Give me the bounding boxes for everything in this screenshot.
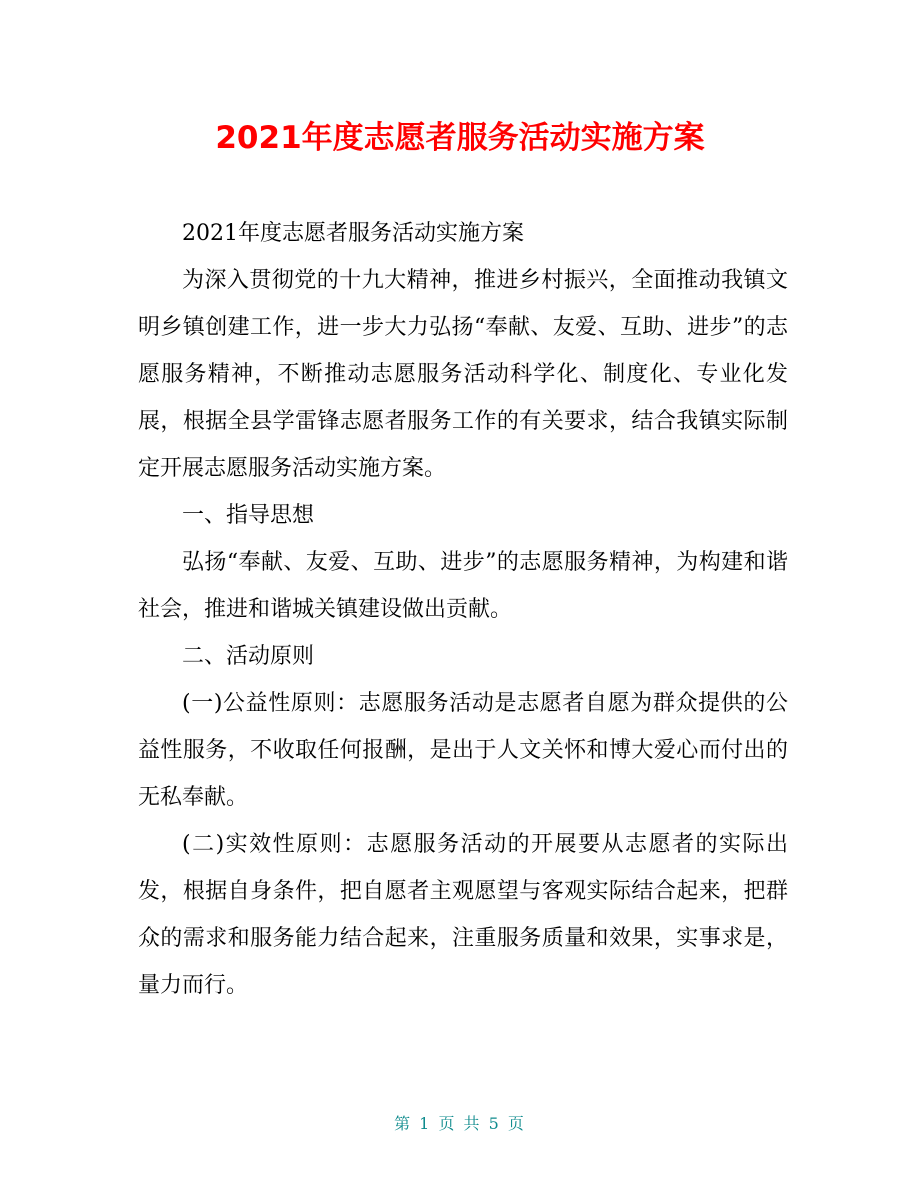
body-paragraph-3: 弘扬“奉献、友爱、互助、进步”的志愿服务精神，为构建和谐社会，推进和谐城关镇建设做出贡献。 [138, 550, 788, 622]
body-paragraph-5: (二)实效性原则：志愿服务活动的开展要从志愿者的实际出发，根据自身条件，把自愿者主观愿望与客观实际结合起来，把群众的需求和服务能力结合起来，注重服务质量和效果，实事求是，量力而行。 [138, 832, 788, 998]
section-heading-1: 一、指导思想 [182, 503, 315, 528]
body-paragraph-4: (一)公益性原则：志愿服务活动是志愿者自愿为群众提供的公益性服务，不收取任何报酬，是出于人文关怀和博大爱心而付出的无私奉献。 [138, 691, 788, 810]
section-heading-2: 二、活动原则 [182, 644, 315, 669]
body-paragraph-2: 为深入贯彻党的十九大精神，推进乡村振兴，全面推动我镇文明乡镇创建工作，进一步大力弘扬“奉献、友爱、互助、进步”的志愿服务精神，不断推动志愿服务活动科学化、制度化、专业化发展，根据全县学雷锋志愿者服务工作的有关要求，结合我镇实际制定开展志愿服务活动实施方案。 [138, 268, 788, 481]
document-title: 2021年度志愿者服务活动实施方案 [215, 120, 705, 156]
page-footer: 第 1 页 共 5 页 [394, 1114, 526, 1133]
document-body [138, 210, 788, 1009]
body-paragraph-1: 2021年度志愿者服务活动实施方案 [182, 221, 524, 246]
